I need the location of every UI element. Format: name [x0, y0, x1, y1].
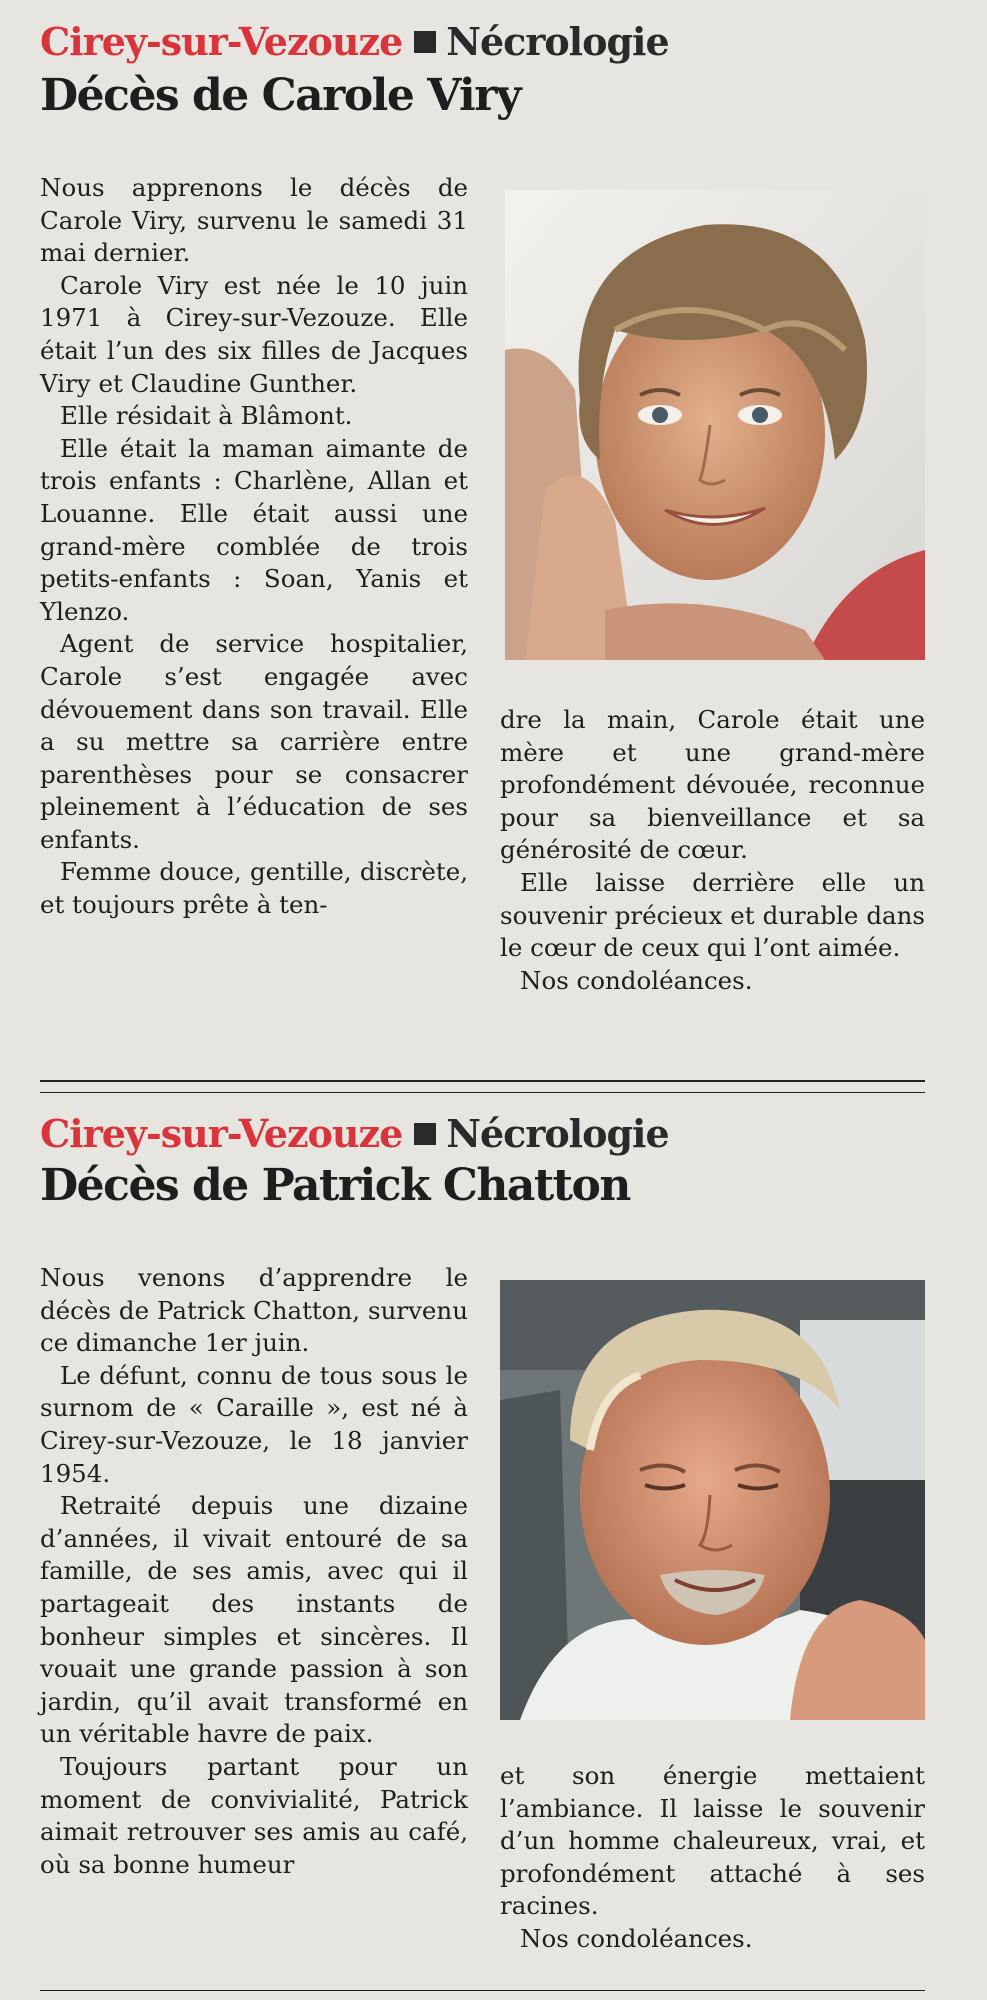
- paragraph: Nous venons d’apprendre le décès de Patrick Chatton, survenu ce dimanche 1er juin.: [40, 1263, 468, 1358]
- paragraph: Nous apprenons le décès de Carole Viry, survenu le samedi 31 mai dernier.: [40, 173, 468, 268]
- article-headline: Décès de Patrick Chatton: [40, 1160, 630, 1211]
- square-bullet-icon: [414, 31, 436, 53]
- paragraph: Elle résidait à Blâmont.: [60, 401, 353, 431]
- paragraph: et son énergie mettaient l’ambiance. Il laisse le souvenir d’un homme chaleureux, vrai, et profondément attaché à ses racines.: [500, 1761, 925, 1921]
- paragraph: Toujours partant pour un moment de convivialité, Patrick aimait retrouver ses amis au café, où sa bonne humeur: [40, 1751, 468, 1879]
- article-separator: [40, 1080, 925, 1082]
- paragraph: Nos condoléances.: [520, 1923, 753, 1953]
- paragraph: Agent de service hospitalier, Carole s’est engagée avec dévouement dans son travail. Elle a su mettre sa carrière entre parenthèses pour se consacrer pleinement à l’éducation de ses enfants.: [40, 629, 468, 854]
- article-left-column: [40, 172, 468, 922]
- paragraph: Elle était la maman aimante de trois enfants : Charlène, Allan et Louanne. Elle était aussi une grand-mère comblée de trois petits-enfants : Soan, Yanis et Ylenzo.: [40, 433, 468, 626]
- paragraph: Femme douce, gentille, discrète, et toujours prête à ten-: [40, 857, 468, 920]
- paragraph: dre la main, Carole était une mère et une grand-mère profondément dévouée, reconnue pour sa bienveillance et sa générosité de cœur.: [500, 705, 925, 865]
- article-patrick-chatton: [0, 1100, 987, 2000]
- paragraph: Retraité depuis une dizaine d’années, il vivait entouré de sa famille, de ses amis, avec qui il partageait des instants de bonheur simples et sincères. Il vouait une grande passion à son jardin, qu’il avait transformé en un véritable havre de paix.: [40, 1491, 468, 1749]
- kicker: [40, 20, 669, 64]
- paragraph: Le défunt, connu de tous sous le surnom de « Caraille », est né à Cirey-sur-Vezouze, le 18 janvier 1954.: [40, 1360, 468, 1488]
- bottom-rule: [40, 1990, 925, 1991]
- article-separator: [40, 1092, 925, 1093]
- paragraph: Elle laisse derrière elle un souvenir précieux et durable dans le cœur de ceux qui l’ont aimée.: [500, 867, 925, 963]
- kicker-rubric: Nécrologie: [446, 1111, 669, 1156]
- article-right-column: [500, 1760, 925, 1956]
- portrait-photo-patrick-chatton: [500, 1280, 925, 1720]
- paragraph: Carole Viry est née le 10 juin 1971 à Cirey-sur-Vezouze. Elle était l’un des six filles de Jacques Viry et Claudine Gunther.: [40, 270, 468, 398]
- portrait-photo-carole-viry: [505, 190, 925, 660]
- paragraph: Nos condoléances.: [520, 965, 753, 995]
- kicker-rubric: Nécrologie: [446, 19, 669, 64]
- kicker-place: Cirey-sur-Vezouze: [40, 1111, 403, 1156]
- article-headline: Décès de Carole Viry: [40, 70, 521, 121]
- kicker-place: Cirey-sur-Vezouze: [40, 19, 403, 64]
- square-bullet-icon: [414, 1123, 436, 1145]
- article-right-column: [500, 704, 925, 997]
- article-left-column: [40, 1262, 468, 1881]
- kicker: [40, 1112, 669, 1156]
